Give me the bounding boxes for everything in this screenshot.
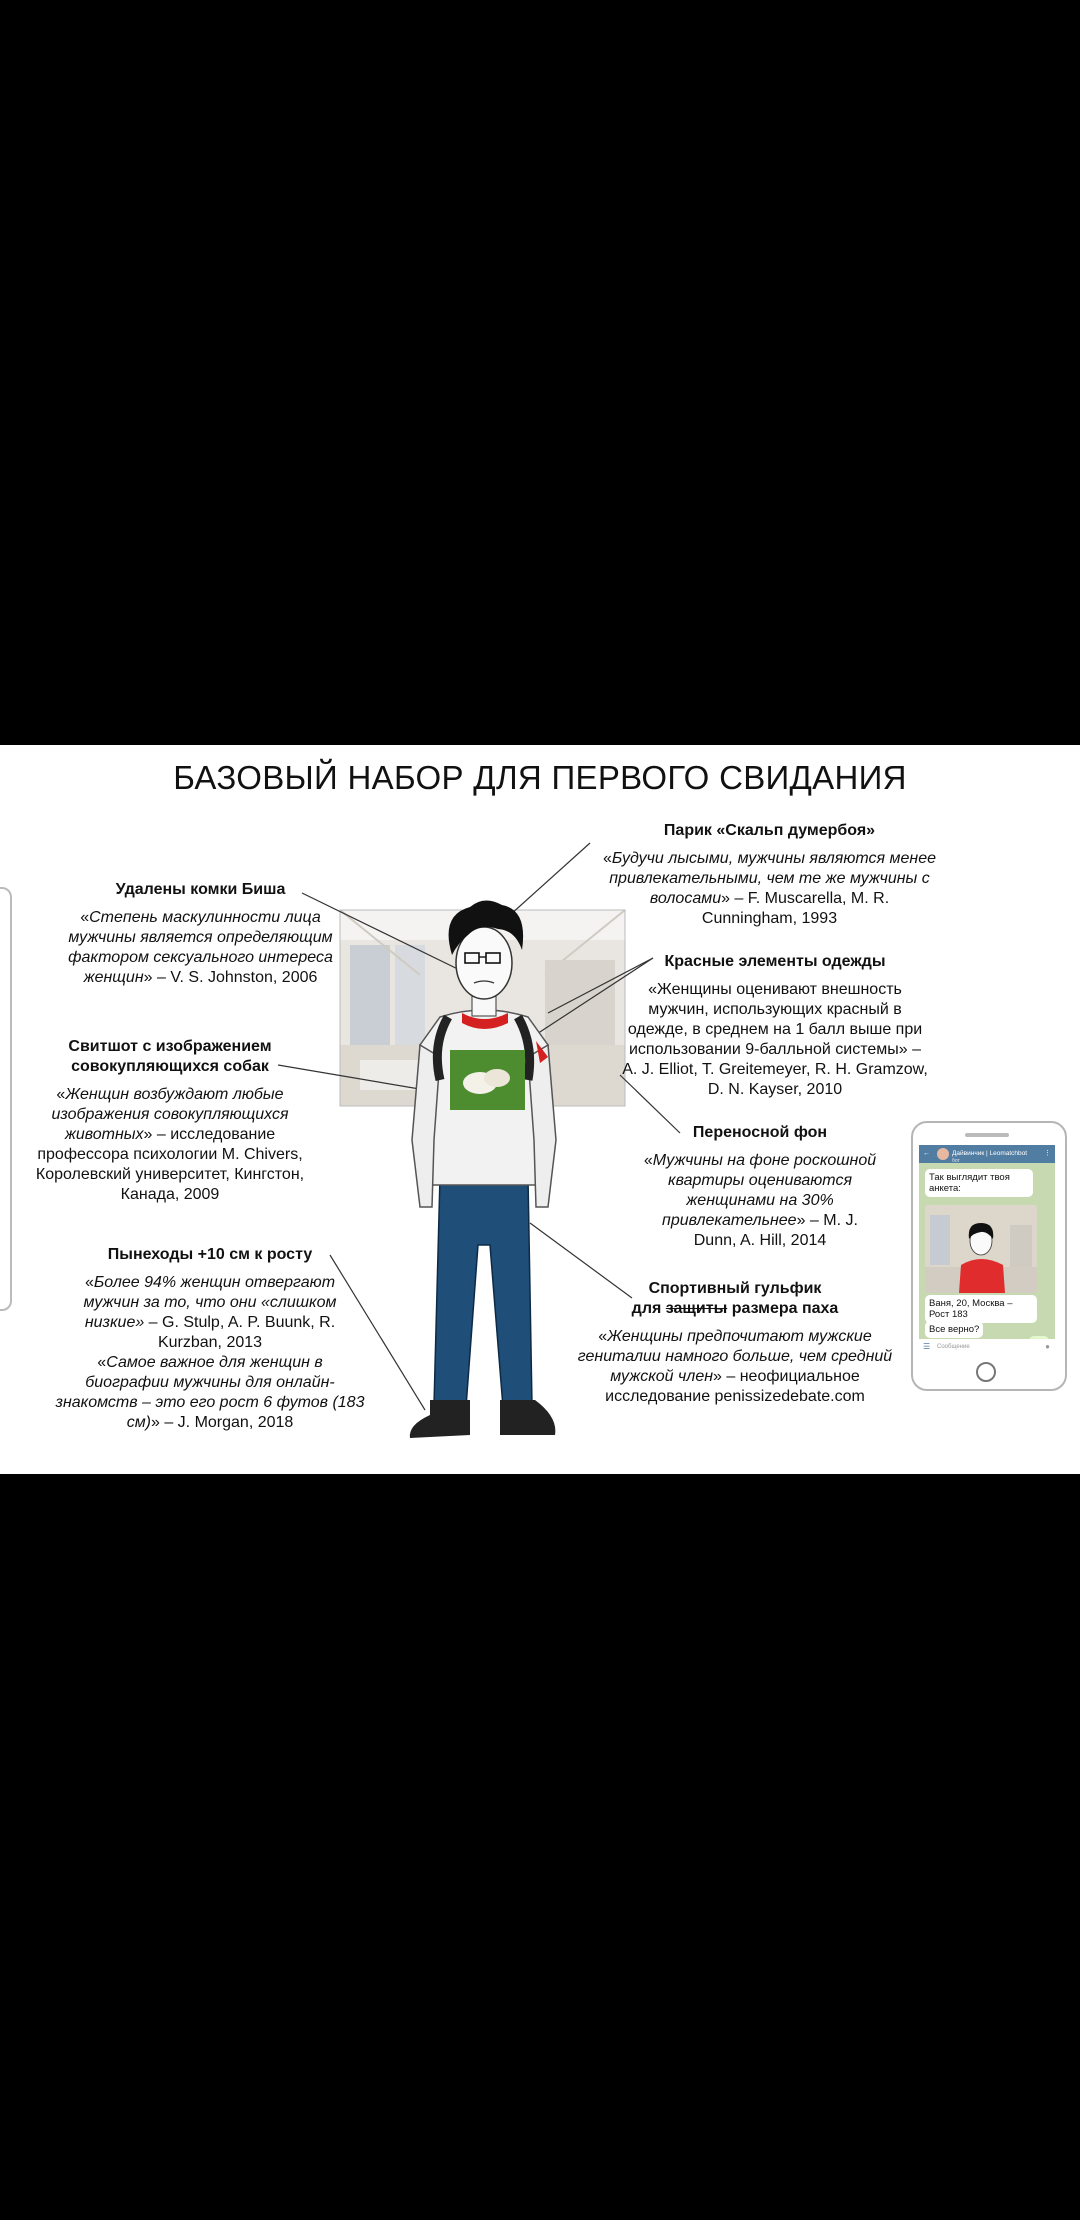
microphone-icon[interactable]: ● <box>1045 1342 1050 1351</box>
annotation-shoes <box>55 1245 365 1433</box>
chat-header <box>919 1145 1055 1163</box>
annotation-cup-heading-line1: Спортивный гульфик <box>648 1280 822 1297</box>
menu-icon[interactable]: ☰ <box>923 1342 931 1351</box>
annotation-sweatshirt-heading: Свитшот с изображением совокупляющихся собак <box>68 1038 272 1075</box>
phone-mockup <box>911 1121 1067 1391</box>
annotation-wig-quote: Будучи лысыми, мужчины являются менее привлекательными, чем те же мужчины с волосами <box>609 850 936 907</box>
profile-caption: Ваня, 20, Москва – Рост 183 <box>925 1295 1037 1323</box>
annotation-background-source: » – M. J. Dunn, A. Hill, 2014 <box>693 1212 858 1249</box>
phone-speaker <box>965 1133 1009 1137</box>
annotation-cup-heading <box>570 1279 900 1319</box>
annotation-background <box>640 1123 880 1251</box>
quote-open: « <box>97 1354 107 1371</box>
annotation-wig-heading: Парик «Скальп думербоя» <box>663 822 876 839</box>
quote-open: « <box>84 1274 94 1291</box>
chat-avatar <box>937 1148 949 1160</box>
annotation-bisha <box>48 880 353 988</box>
annotation-red-text: «Женщины оценивают внешность мужчин, использующих красный в одежде, в среднем на 1 балл выше при использовании 9-балльной системы» – A. J. Elliot, T. Greitemeyer, R. H. Gramzow, D. N. Kayser, 2010 <box>622 981 928 1098</box>
annotation-wig <box>602 821 937 929</box>
chat-message-2: Все верно? <box>925 1321 983 1338</box>
annotation-bisha-source: » – V. S. Johnston, 2006 <box>143 969 318 986</box>
quote-open: « <box>80 909 90 926</box>
annotation-red-heading: Красные элементы одежды <box>664 953 886 970</box>
quote-open: « <box>598 1328 608 1345</box>
annotation-cup-quote: Женщины предпочитают мужские гениталии намного больше, чем средний мужской член <box>577 1328 893 1385</box>
slide-title: БАЗОВЫЙ НАБОР ДЛЯ ПЕРВОГО СВИДАНИЯ <box>173 759 907 796</box>
annotation-shoes-heading: Пынеходы +10 см к росту <box>107 1246 313 1263</box>
annotation-cup-heading-pre: для <box>631 1300 666 1317</box>
annotation-shoes-quote2: Самое важное для женщин в биографии мужчины для онлайн-знакомств – это его рост 6 футов (183 см) <box>55 1354 365 1431</box>
annotation-shoes-source2: » – J. Morgan, 2018 <box>150 1414 294 1431</box>
chat-name: Дайвинчик | Leomatchbot <box>952 1150 1028 1157</box>
annotation-sweatshirt-quote: Женщин возбуждают любые изображения совокупляющихся животных <box>51 1086 289 1143</box>
annotation-shoes-quote1: Более 94% женщин отвергают мужчин за то, что они «слишком низкие» <box>83 1274 337 1331</box>
annotation-cup <box>570 1279 900 1407</box>
message-input[interactable] <box>919 1339 1055 1355</box>
annotation-shoes-source1: – G. Stulp, A. P. Buunk, R. Kurzban, 2013 <box>144 1314 336 1351</box>
slide <box>0 745 1080 1474</box>
chat-message-1: Так выглядит твоя анкета: <box>925 1169 1033 1197</box>
annotation-background-quote: Мужчины на фоне роскошной квартиры оцениваются женщинами на 30% привлекательнее <box>652 1152 877 1229</box>
annotation-cup-source: » – неофициальное исследование penissizedebate.com <box>605 1368 865 1405</box>
quote-open: « <box>56 1086 66 1103</box>
profile-photo <box>925 1205 1037 1293</box>
quote-open: « <box>603 850 612 867</box>
annotation-background-heading: Переносной фон <box>692 1124 828 1141</box>
back-arrow-icon[interactable]: ← <box>923 1150 930 1157</box>
home-button[interactable] <box>976 1362 996 1382</box>
annotation-bisha-quote: Степень маскулинности лица мужчины является определяющим фактором сексуального интереса женщин <box>68 909 333 986</box>
annotation-sweatshirt-source: » – исследование профессора психологии M. Chivers, Королевский университет, Кингстон, Канада, 2009 <box>35 1126 305 1203</box>
annotation-sweatshirt <box>20 1037 320 1205</box>
phone-screen <box>919 1145 1055 1355</box>
annotation-wig-source: » – F. Muscarella, M. R. Cunningham, 1993 <box>701 890 890 927</box>
annotation-bisha-heading: Удалены комки Биша <box>115 881 286 898</box>
message-placeholder: Сообщение <box>937 1344 970 1350</box>
quote-open: « <box>643 1152 653 1169</box>
chat-status: бот <box>952 1158 960 1164</box>
annotation-cup-heading-strike: защиты <box>665 1300 728 1317</box>
annotation-red-clothing <box>620 952 930 1100</box>
annotation-cup-heading-post: размера паха <box>727 1300 839 1317</box>
more-icon[interactable]: ⋮ <box>1044 1150 1051 1157</box>
